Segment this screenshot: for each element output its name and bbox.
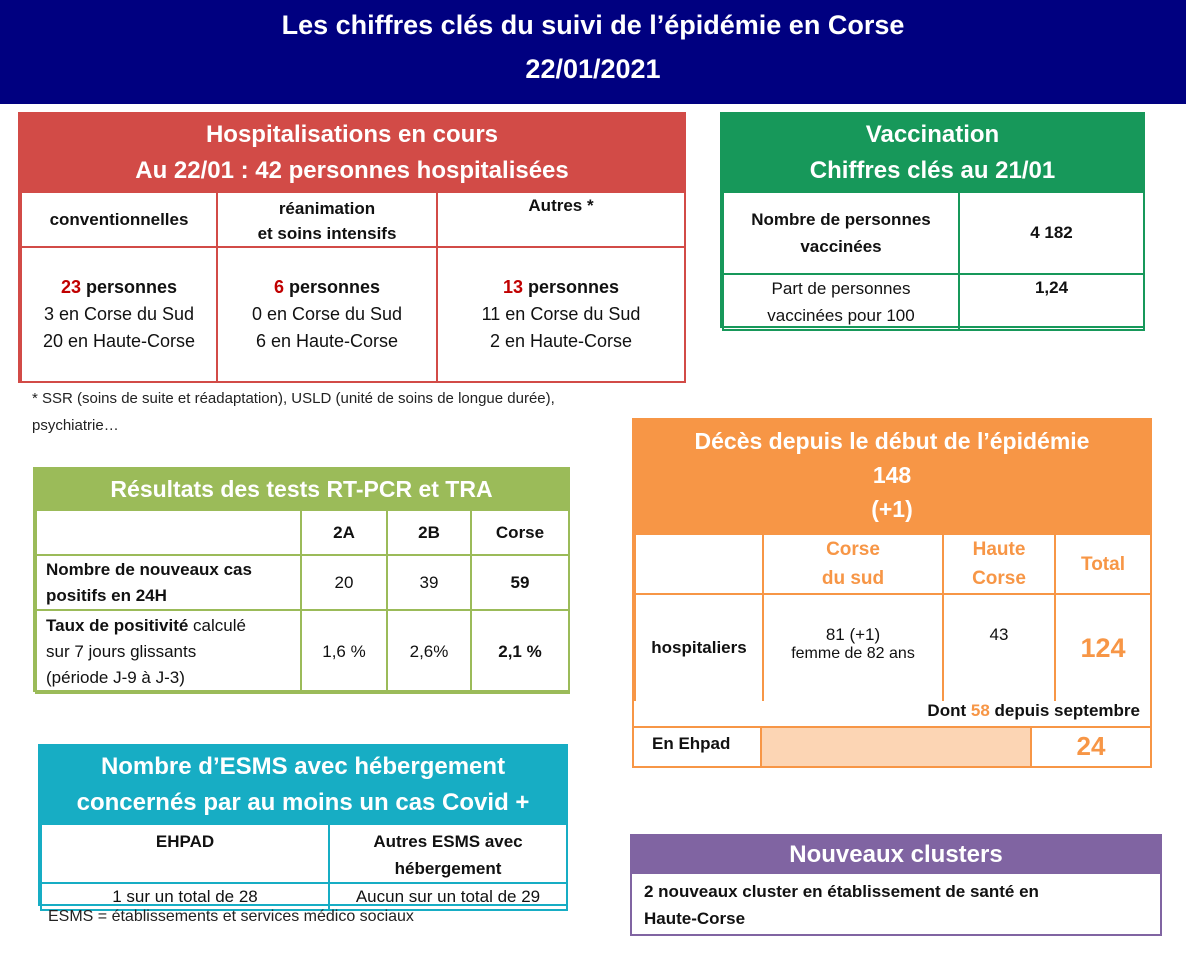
vaccinated-share-label [723, 274, 959, 330]
vaccinated-count-value: 4 182 [959, 192, 1144, 274]
new-cases-2b: 39 [387, 555, 471, 610]
count-conventionnelles: 23 [60, 277, 81, 297]
positivity-2b: 2,6% [387, 610, 471, 693]
ehpad-total: 24 [1076, 731, 1106, 761]
tests-corner [36, 510, 301, 555]
sud-line: 3 en Corse du Sud [43, 304, 195, 324]
unit-label: personnes [523, 277, 620, 297]
new-cases-label-line1: Nombre de nouveaux cas [46, 559, 252, 579]
page-header [0, 0, 1186, 104]
esms-title [40, 746, 566, 823]
col-header-2b: 2B [387, 510, 471, 555]
hospitalisations-table [20, 191, 686, 383]
hospitaliers-sud-note: femme de 82 ans [791, 645, 915, 662]
esms-title-line2: concernés par au moins un cas Covid + [76, 789, 530, 816]
esms-panel [38, 744, 568, 906]
hospitalisations-panel [18, 112, 686, 383]
haute-line: 20 en Haute-Corse [42, 331, 196, 351]
esms-title-line1: Nombre d’ESMS avec hébergement [100, 753, 506, 780]
vaccinated-count-label-line2: vaccinées [800, 237, 882, 256]
footnote-line1: * SSR (soins de suite et réadaptation), USLD (unité de soins de longue durée), [32, 390, 555, 407]
ehpad-label: En Ehpad [634, 728, 762, 766]
hospitaliers-label: hospitaliers [635, 594, 763, 701]
col-header-autres-esms-line1: Autres ESMS avec [373, 832, 523, 851]
new-cases-corse: 59 [471, 555, 569, 610]
positivity-label [36, 610, 301, 693]
cell-autres [437, 247, 685, 382]
positivity-label-rest: calculé [188, 615, 246, 635]
vaccinated-count-label [723, 192, 959, 274]
deces-total: 148 [872, 462, 912, 488]
clusters-title: Nouveaux clusters [632, 834, 1160, 874]
new-cases-2a: 20 [301, 555, 387, 610]
deces-title-line1: Décès depuis le début de l’épidémie [694, 428, 1090, 454]
col-header-2a: 2A [301, 510, 387, 555]
ehpad-row [634, 726, 1150, 766]
vaccinated-count-label-line1: Nombre de personnes [751, 210, 931, 229]
deces-delta: (+1) [871, 496, 913, 522]
page-date: 22/01/2021 [525, 54, 661, 84]
hospitalisations-title-line1: Hospitalisations en cours [205, 121, 499, 148]
hospitaliers-sud-value: 81 (+1) [825, 625, 881, 644]
vaccination-title [722, 114, 1143, 191]
haute-line: 6 en Haute-Corse [255, 331, 399, 351]
col-header-ehpad: EHPAD [41, 824, 329, 883]
vaccination-panel [720, 112, 1145, 328]
hospitaliers-sud [763, 594, 943, 701]
col-header-corse-du-sud-line1: Corse [826, 539, 880, 560]
col-header-corse-du-sud [763, 534, 943, 594]
vaccination-title-line2: Chiffres clés au 21/01 [809, 157, 1056, 184]
col-header-corse-du-sud-line2: du sud [821, 568, 885, 589]
positivity-label-line2: sur 7 jours glissants [46, 641, 197, 661]
positivity-corse: 2,1 % [471, 610, 569, 693]
new-cases-label-line2: positifs en 24H [46, 585, 167, 605]
col-header-corse: Corse [471, 510, 569, 555]
vaccinated-share-label-line1: Part de personnes [771, 279, 911, 298]
clusters-text-line1: 2 nouveaux cluster en établissement de santé en [644, 882, 1039, 901]
col-header-reanimation-line1: réanimation [278, 199, 376, 218]
hospitalisations-title-line2: Au 22/01 : 42 personnes hospitalisées [135, 157, 569, 184]
col-header-total: Total [1055, 534, 1151, 594]
hospitaliers-haute: 43 [943, 594, 1055, 701]
cell-conventionnelles [21, 247, 217, 382]
col-header-haute-corse-line1: Haute [972, 539, 1026, 560]
esms-table [40, 823, 568, 911]
cell-reanimation [217, 247, 437, 382]
col-header-autres: Autres * [437, 192, 685, 247]
unit-label: personnes [81, 277, 178, 297]
dont-number: 58 [970, 701, 990, 720]
ehpad-shaded-cell [762, 728, 1032, 766]
haute-line: 2 en Haute-Corse [489, 331, 633, 351]
hospitaliers-total: 124 [1055, 594, 1151, 701]
dont-suffix: depuis septembre [989, 701, 1140, 720]
col-header-haute-corse [943, 534, 1055, 594]
col-header-autres-esms-line2: hébergement [394, 859, 502, 878]
dont-prefix: Dont [927, 701, 971, 720]
vaccinated-share-value: 1,24 [959, 274, 1144, 330]
count-autres: 13 [502, 277, 523, 297]
positivity-label-line3: (période J-9 à J-3) [46, 667, 185, 687]
deces-corner [635, 534, 763, 594]
tests-table [35, 509, 570, 694]
col-header-reanimation-line2: et soins intensifs [257, 224, 397, 243]
col-header-autres-esms [329, 824, 567, 883]
vaccinated-share-label-line2: vaccinées pour 100 [767, 306, 915, 325]
clusters-text [632, 874, 1160, 936]
col-header-reanimation [217, 192, 437, 247]
tests-title: Résultats des tests RT-PCR et TRA [35, 469, 568, 509]
autres-esms-value: Aucun sur un total de 29 [329, 883, 567, 910]
deces-dont-septembre [927, 701, 1140, 721]
count-reanimation: 6 [273, 277, 284, 297]
sud-line: 11 en Corse du Sud [481, 304, 641, 324]
vaccination-title-line1: Vaccination [865, 121, 1000, 148]
hospitalisations-title [20, 114, 684, 191]
clusters-panel [630, 834, 1162, 936]
footnote-line2: psychiatrie… [32, 417, 119, 434]
clusters-text-line2: Haute-Corse [644, 909, 746, 928]
deces-table [634, 533, 1152, 701]
col-header-conventionnelles: conventionnelles [21, 192, 217, 247]
positivity-label-bold: Taux de positivité [46, 615, 189, 635]
tests-panel [33, 467, 570, 692]
deces-panel [632, 418, 1152, 768]
vaccination-table [722, 191, 1145, 331]
sud-line: 0 en Corse du Sud [251, 304, 403, 324]
deces-title [634, 420, 1150, 533]
ehpad-value: 1 sur un total de 28 [41, 883, 329, 910]
new-cases-label [36, 555, 301, 610]
esms-note: ESMS = établissements et services médico sociaux [48, 908, 414, 925]
positivity-2a: 1,6 % [301, 610, 387, 693]
unit-label: personnes [283, 277, 381, 297]
hospitalisations-footnote [32, 385, 682, 439]
page-title: Les chiffres clés du suivi de l’épidémie en Corse [281, 10, 905, 40]
col-header-haute-corse-line2: Corse [972, 568, 1026, 589]
